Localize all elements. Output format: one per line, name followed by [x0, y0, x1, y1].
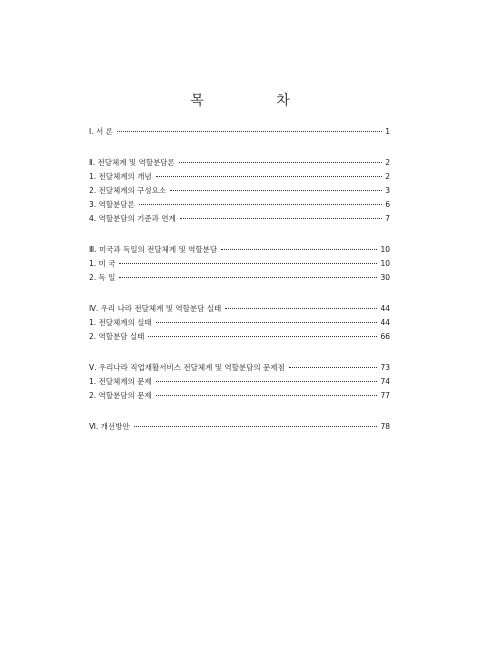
toc-entry-label: 1. 전달체계의 문제: [89, 377, 152, 386]
toc-page-number: 1: [385, 127, 390, 136]
toc-page-number: 44: [380, 318, 390, 327]
dot-leader: [156, 176, 383, 177]
dot-leader: [225, 308, 377, 309]
dot-leader: [156, 381, 378, 382]
toc-page-number: 44: [380, 304, 390, 313]
toc-subsection-entry: [89, 330, 390, 344]
toc-entry-label: Ⅰ. 서 론: [89, 127, 113, 136]
toc-subsection-entry: [89, 170, 390, 184]
dot-leader: [221, 249, 377, 250]
toc-subsection-entry: [89, 271, 390, 285]
toc-subsection-entry: [89, 389, 390, 403]
toc-entry-label: 1. 전달체계의 개념: [89, 172, 152, 181]
dot-leader: [289, 367, 378, 368]
toc-entry-label: 2. 전달체계의 구성요소: [89, 186, 167, 195]
toc-subsection-entry: [89, 316, 390, 330]
toc-chapter-entry: [89, 156, 390, 170]
toc-entry-label: 4. 역할분담의 기준과 연계: [89, 214, 176, 223]
toc-subsection-entry: [89, 375, 390, 389]
toc-chapter-entry: [89, 125, 390, 139]
dot-leader: [139, 204, 382, 205]
toc-page-number: 7: [385, 214, 390, 223]
dot-leader: [170, 190, 382, 191]
dot-leader: [156, 322, 378, 323]
dot-leader: [119, 263, 377, 264]
toc-page-number: 66: [380, 332, 390, 341]
toc-title: 목 차: [190, 93, 324, 109]
toc-section: [89, 361, 390, 403]
toc-entry-label: 2. 역할분담 실태: [89, 332, 145, 341]
toc-page-number: 73: [380, 363, 390, 372]
dot-leader: [119, 277, 377, 278]
toc-section: [89, 125, 390, 139]
toc-entry-label: Ⅱ. 전달체계 및 역할분담론: [89, 158, 175, 167]
dot-leader: [117, 131, 382, 132]
toc-entry-label: 1. 미 국: [89, 259, 116, 268]
toc-entry-label: Ⅳ. 우리 나라 전달체계 및 역할분담 실태: [89, 304, 222, 313]
toc-entry-label: Ⅴ. 우리나라 직업재활서비스 전달체계 및 역할분담의 문제점: [89, 363, 285, 372]
toc-entry-label: Ⅲ. 미국과 독일의 전달체계 및 역할분담: [89, 245, 218, 254]
toc-chapter-entry: [89, 302, 390, 316]
toc-section: [89, 156, 390, 226]
toc-page-number: 77: [380, 391, 390, 400]
toc-chapter-entry: [89, 243, 390, 257]
toc-page-number: 2: [385, 158, 390, 167]
toc-section: [89, 302, 390, 344]
toc-entry-label: 2. 역할분담의 문제: [89, 391, 152, 400]
table-of-contents: [89, 125, 390, 451]
toc-page-number: 30: [380, 273, 390, 282]
toc-entry-label: Ⅵ. 개선방안: [89, 422, 130, 431]
toc-page-number: 6: [385, 200, 390, 209]
toc-subsection-entry: [89, 184, 390, 198]
toc-entry-label: 3. 역할분담론: [89, 200, 135, 209]
toc-section: [89, 243, 390, 285]
toc-page-number: 74: [380, 377, 390, 386]
dot-leader: [134, 426, 378, 427]
toc-page-number: 2: [385, 172, 390, 181]
toc-chapter-entry: [89, 361, 390, 375]
toc-section: [89, 420, 390, 434]
dot-leader: [148, 336, 377, 337]
dot-leader: [156, 395, 378, 396]
dot-leader: [180, 218, 382, 219]
toc-page-number: 10: [380, 245, 390, 254]
dot-leader: [179, 162, 383, 163]
toc-entry-label: 1. 전달체계의 실태: [89, 318, 152, 327]
toc-chapter-entry: [89, 420, 390, 434]
toc-entry-label: 2. 독 일: [89, 273, 116, 282]
toc-subsection-entry: [89, 257, 390, 271]
toc-subsection-entry: [89, 198, 390, 212]
toc-page-number: 78: [380, 422, 390, 431]
toc-page-number: 3: [385, 186, 390, 195]
toc-subsection-entry: [89, 212, 390, 226]
toc-page-number: 10: [380, 259, 390, 268]
